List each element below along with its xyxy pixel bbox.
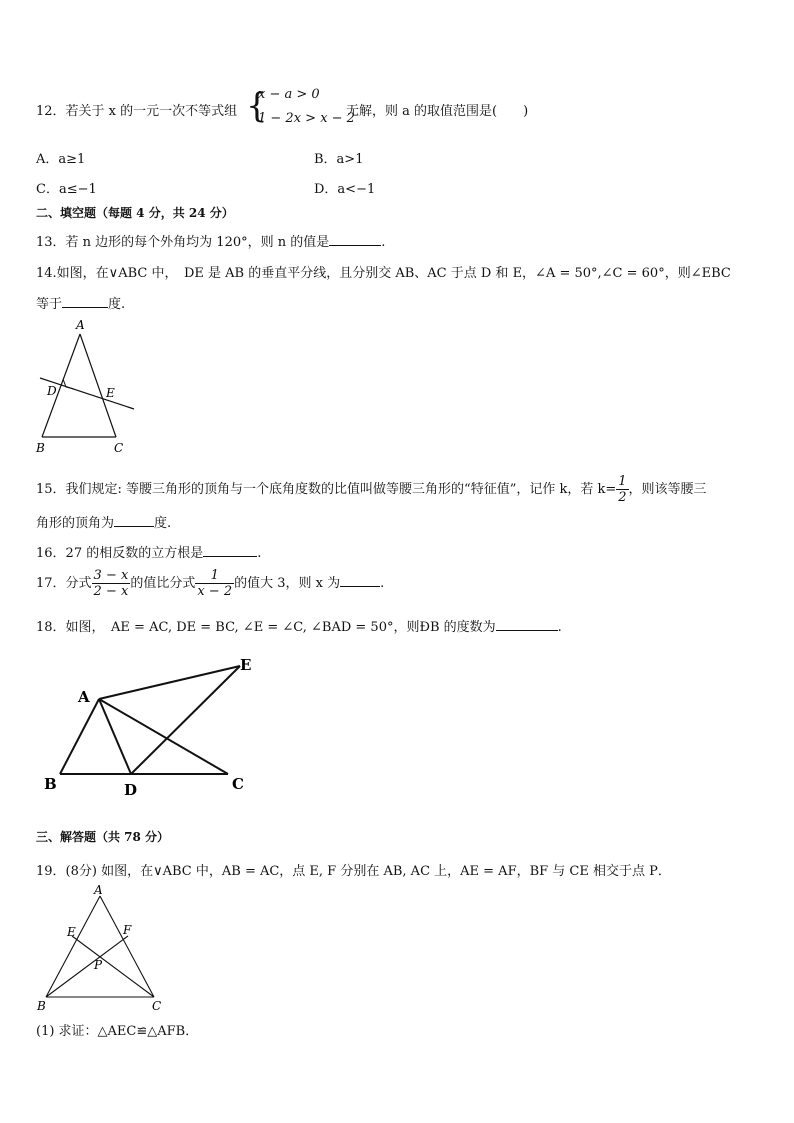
section-heading-fill-blank: 二、填空题（每题 4 分，共 24 分） (36, 206, 234, 220)
q14-line1: 14.如图，在∨ABC 中， DE 是 AB 的垂直平分线，且分别交 AB、AC 于点 D 和 E，∠A = 50°,∠C = 60°，则∠EBC (36, 266, 731, 281)
q16-text: 16．27 的相反数的立方根是 . (36, 542, 261, 561)
label-c: C (232, 775, 244, 793)
label-c: C (152, 999, 162, 1013)
label-a: A (94, 884, 103, 897)
q18-figure (36, 650, 276, 800)
label-a: A (76, 318, 85, 332)
section-heading-solutions: 三、解答题（共 78 分） (36, 830, 170, 844)
label-a: A (78, 688, 90, 706)
q12-inequality-1: x − a > 0 (258, 87, 320, 102)
label-e: E (67, 925, 76, 939)
label-e: E (240, 656, 252, 674)
q18-text: 18．如图， AE = AC, DE = BC, ∠E = ∠C, ∠BAD = 50°，则ÐB 的度数为 . (36, 616, 562, 635)
label-f: F (123, 923, 132, 937)
q16-answer-blank (203, 543, 257, 557)
q12-option-a: A．a≥1 (36, 152, 86, 167)
q15-line2: 角形的顶角为 度. (36, 512, 171, 531)
label-b: B (44, 775, 57, 793)
q12-suffix: 无解，则 a 的取值范围是( ) (346, 104, 529, 119)
q15-line1: 15．我们规定: 等腰三角形的顶角与一个底角度数的比值叫做等腰三角形的“特征值”，记作 k，若 k= $\frac{1}{2}$ ，则该等腰三 (36, 474, 707, 505)
label-b: B (37, 999, 46, 1013)
label-d: D (47, 384, 57, 398)
q12-prefix: 12．若关于 x 的一元一次不等式组 (36, 104, 238, 119)
q12-option-c: C．a≤−1 (36, 182, 97, 197)
q14-line2: 等于 度. (36, 293, 125, 312)
q13-text: 13．若 n 边形的每个外角均为 120°，则 n 的值是 . (36, 231, 385, 250)
label-p: P (94, 958, 103, 972)
system-brace: { (246, 86, 268, 126)
q19-part1: (1) 求证：△AEC≌△AFB． (36, 1024, 199, 1039)
label-c: C (114, 441, 124, 455)
q17-text: 17．分式 $\frac{3 - x}{2 - x}$ 的值比分式 $\frac{1}{x - 2}$ 的值大 3，则 x 为 . (36, 568, 385, 599)
q18-answer-blank (496, 617, 558, 631)
q12-option-d: D．a<−1 (314, 182, 376, 197)
q19-figure (34, 884, 174, 1014)
label-d: D (124, 781, 138, 799)
q15-answer-blank (114, 513, 154, 527)
q13-answer-blank (329, 232, 381, 246)
q14-answer-blank (62, 294, 108, 308)
q12-inequality-2: 1 − 2x > x − 2 (258, 111, 355, 126)
label-e: E (106, 386, 115, 400)
q17-answer-blank (340, 573, 380, 587)
q14-triangle-figure (30, 316, 140, 460)
q12-option-b: B．a>1 (314, 152, 364, 167)
label-b: B (36, 441, 45, 455)
q19-text: 19．(8分) 如图，在∨ABC 中，AB = AC，点 E, F 分别在 AB, AC 上，AE = AF，BF 与 CE 相交于点 P． (36, 864, 671, 879)
